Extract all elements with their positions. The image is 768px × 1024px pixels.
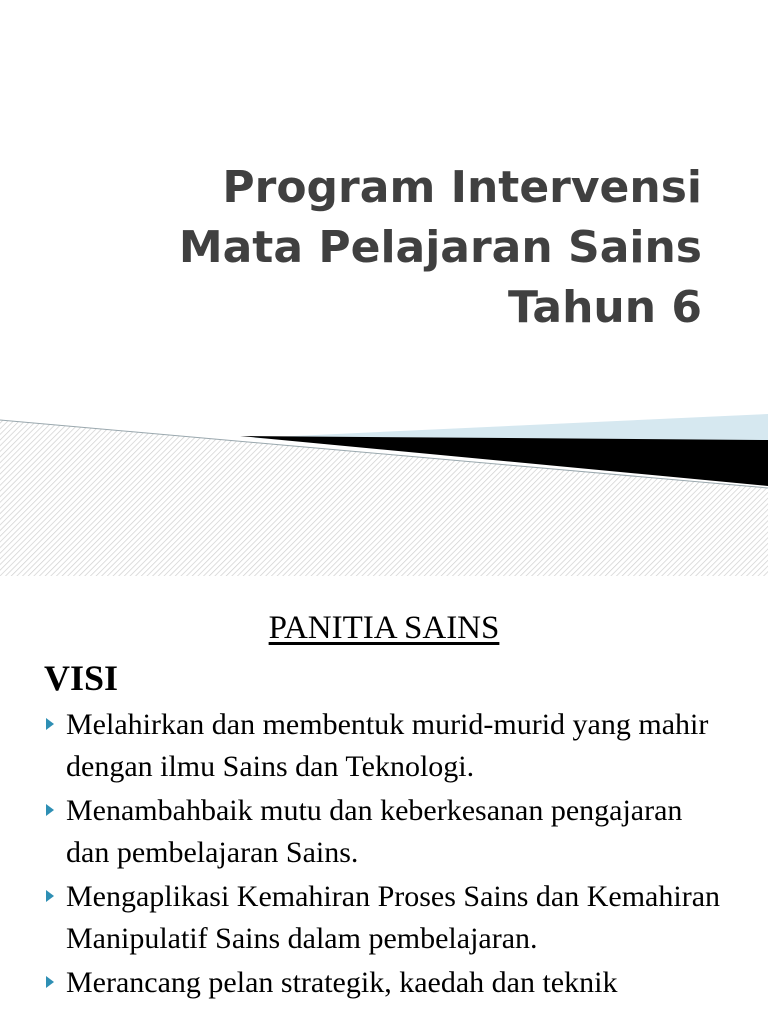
list-item: [44, 962, 724, 1004]
list-item-text: Menambahbaik mutu dan keberkesanan pengajaran dan pembelajaran Sains.: [66, 794, 683, 869]
triangle-bullet-icon: [46, 804, 54, 816]
list-item: [44, 790, 724, 874]
list-item: [44, 704, 724, 788]
panel-heading: PANITIA SAINS: [268, 610, 500, 646]
triangle-bullet-icon: [46, 890, 54, 902]
triangle-bullet-icon: [46, 718, 54, 730]
list-item-text: Merancang pelan strategik, kaedah dan teknik: [66, 966, 618, 999]
vision-slide: [0, 576, 768, 1024]
decorative-wave-band: [0, 400, 768, 576]
slide-title: [62, 158, 702, 338]
title-line-3: Tahun 6: [508, 282, 702, 333]
triangle-bullet-icon: [46, 976, 54, 988]
list-item-text: Mengaplikasi Kemahiran Proses Sains dan Kemahiran Manipulatif Sains dalam pembelajaran.: [66, 880, 721, 955]
light-blue-stripe: [250, 414, 768, 440]
vision-list: [44, 704, 724, 1006]
list-item-text: Melahirkan dan membentuk murid-murid yang mahir dengan ilmu Sains dan Teknologi.: [66, 708, 709, 783]
title-line-1: Program Intervensi: [222, 162, 702, 213]
list-item: [44, 876, 724, 960]
title-line-2: Mata Pelajaran Sains: [178, 222, 702, 273]
section-title: VISI: [44, 658, 119, 698]
